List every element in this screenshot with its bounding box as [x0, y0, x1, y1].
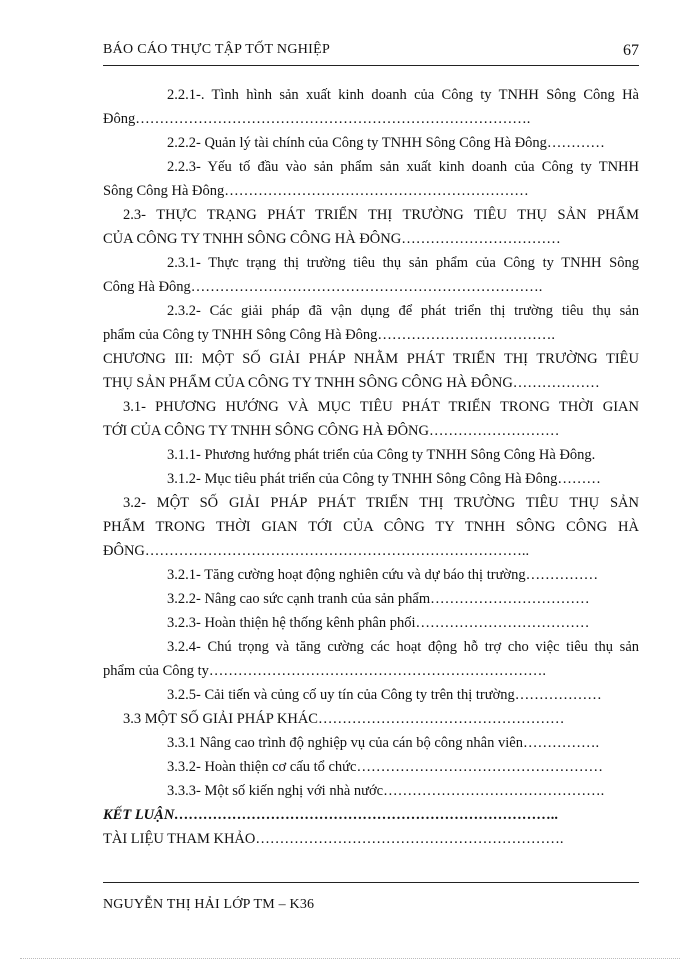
toc-entry: 3.1.1- Phương hướng phát triển của Công ty TNHH Sông Công Hà Đông.	[167, 447, 596, 463]
toc-entry: 2.3.1- Thực trạng thị trường tiêu thụ sản phẩm của Công ty TNHH Sông	[167, 255, 639, 271]
toc-entry: 3.2.3- Hoàn thiện hệ thống kênh phân phối………………………………	[167, 615, 590, 631]
toc-entry: 3.2.2- Nâng cao sức cạnh tranh của sản phẩm……………………………	[167, 591, 590, 607]
toc-entry: 3.3.3- Một số kiến nghị với nhà nước……………………………………….	[167, 783, 605, 799]
toc-entry: ĐÔNG……………………………………………………………………..	[103, 543, 530, 559]
toc-entry: CỦA CÔNG TY TNHH SÔNG CÔNG HÀ ĐÔNG……………………………	[103, 231, 561, 247]
header-rule	[103, 65, 639, 66]
footer-rule	[103, 882, 639, 883]
toc-entry: 2.3.2- Các giải pháp đã vận dụng để phát triển thị trường tiêu thụ sản	[167, 303, 639, 319]
toc-entry: phẩm của Công ty TNHH Sông Công Hà Đông……………………………….	[103, 327, 556, 343]
header-title: BÁO CÁO THỰC TẬP TỐT NGHIỆP	[103, 42, 331, 57]
toc-entry: 3.1- PHƯƠNG HƯỚNG VÀ MỤC TIÊU PHÁT TRIỂN TRONG THỜI GIAN	[123, 399, 639, 415]
toc-entry: 2.2.2- Quản lý tài chính của Công ty TNHH Sông Công Hà Đông…………	[167, 135, 605, 151]
toc-entry: CHƯƠNG III: MỘT SỐ GIẢI PHÁP NHẰM PHÁT TRIỂN THỊ TRƯỜNG TIÊU	[103, 351, 639, 367]
toc-entry-conclusion: KẾT LUẬN……………………………………………………………………..	[103, 807, 559, 823]
page-edge-divider	[20, 958, 680, 959]
toc-entry: 2.2.3- Yếu tố đầu vào sản phẩm sản xuất kinh doanh của Công ty TNHH	[167, 159, 639, 175]
toc-entry-references: TÀI LIỆU THAM KHẢO……………………………………………………….	[103, 831, 564, 847]
toc-entry: Sông Công Hà Đông………………………………………………………	[103, 183, 529, 199]
toc-entry: 3.3.1 Nâng cao trình độ nghiệp vụ của cán bộ công nhân viên…………….	[167, 735, 600, 751]
toc-entry: 2.2.1-. Tình hình sản xuất kinh doanh của Công ty TNHH Sông Công Hà	[167, 87, 639, 103]
page-number: 67	[623, 42, 639, 59]
toc-entry: 3.2.1- Tăng cường hoạt động nghiên cứu và dự báo thị trường……………	[167, 567, 599, 583]
toc-entry: phẩm của Công ty…………………………………………………………….	[103, 663, 547, 679]
toc-entry: THỤ SẢN PHẨM CỦA CÔNG TY TNHH SÔNG CÔNG HÀ ĐÔNG………………	[103, 375, 600, 391]
toc-entry: Công Hà Đông……………………………………………………………….	[103, 279, 543, 295]
page-footer: NGUYỄN THỊ HẢI LỚP TM – K36	[103, 897, 315, 912]
toc-entry: 3.3 MỘT SỐ GIẢI PHÁP KHÁC……………………………………………	[123, 711, 565, 727]
page-header	[103, 42, 639, 64]
toc-entry: 2.3- THỰC TRẠNG PHÁT TRIỂN THỊ TRƯỜNG TIÊU THỤ SẢN PHẨM	[123, 207, 639, 223]
toc-entry: PHẨM TRONG THỜI GIAN TỚI CỦA CÔNG TY TNHH SÔNG CÔNG HÀ	[103, 519, 639, 535]
toc-entry: 3.1.2- Mục tiêu phát triển của Công ty TNHH Sông Công Hà Đông………	[167, 471, 601, 487]
toc-entry: Đông……………………………………………………………………….	[103, 111, 531, 127]
toc-entry: 3.3.2- Hoàn thiện cơ cấu tổ chức……………………………………………	[167, 759, 603, 775]
toc-entry: TỚI CỦA CÔNG TY TNHH SÔNG CÔNG HÀ ĐÔNG………………………	[103, 423, 560, 439]
toc-entry: 3.2- MỘT SỐ GIẢI PHÁP PHÁT TRIỂN THỊ TRƯỜNG TIÊU THỤ SẢN	[123, 495, 639, 511]
toc-entry: 3.2.5- Cải tiến và củng cố uy tín của Công ty trên thị trường………………	[167, 687, 602, 703]
toc-entry: 3.2.4- Chú trọng và tăng cường các hoạt động hỗ trợ cho việc tiêu thụ sản	[167, 639, 639, 655]
